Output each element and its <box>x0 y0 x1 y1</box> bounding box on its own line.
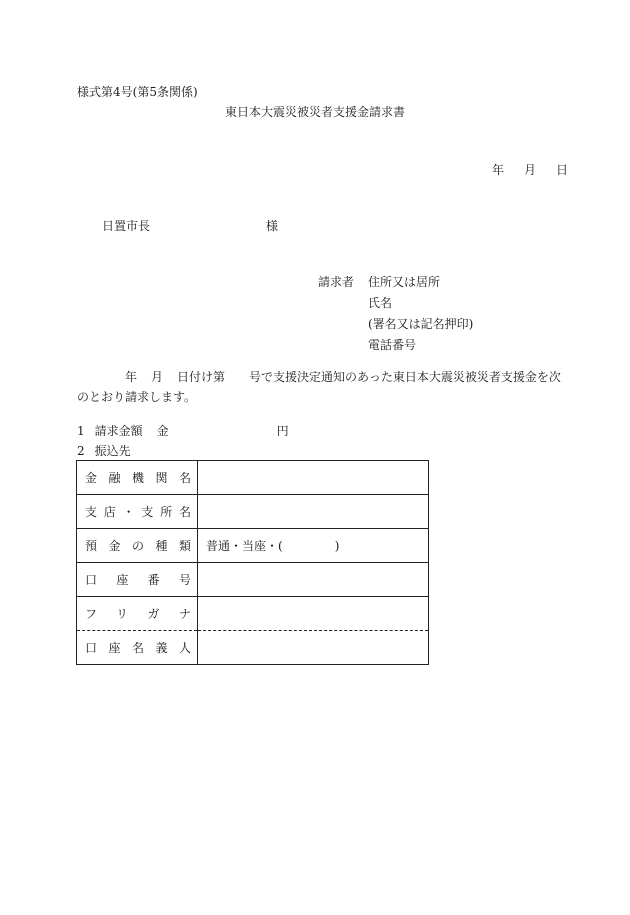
claim-amount-line <box>77 423 289 439</box>
account-type-field[interactable] <box>198 529 429 563</box>
item1-label: 請求金額 <box>94 424 143 438</box>
furigana-field[interactable] <box>198 597 429 631</box>
addressee-honorific: 様 <box>266 219 279 233</box>
table-row <box>77 461 429 495</box>
claimant-fields <box>368 274 473 358</box>
branch-name-field[interactable] <box>198 495 429 529</box>
claimant-address-label: 住所又は居所 <box>368 275 441 289</box>
form-number: 様式第4号(第5条関係) <box>77 85 198 99</box>
table-row <box>77 495 429 529</box>
addressee-name: 日置市長 <box>102 219 151 233</box>
account-type-close: ) <box>334 539 340 553</box>
account-number-label: 口座番号 <box>77 563 198 597</box>
item2-number: 2 <box>77 444 85 458</box>
body-month: 月 <box>151 370 164 384</box>
furigana-label: フリガナ <box>77 597 198 631</box>
date-day-label: 日 <box>556 163 569 177</box>
claimant-label: 請求者 <box>318 275 355 289</box>
item2-label: 振込先 <box>94 444 131 458</box>
document-title: 東日本大震災被災者支援金請求書 <box>224 105 405 119</box>
body-text: 号で支援決定通知のあった東日本大震災被災者支援金を次のとおり請求します。 <box>77 370 561 404</box>
date-year-label: 年 <box>492 163 505 177</box>
item1-prefix: 金 <box>156 424 169 438</box>
claimant-signature-note: (署名又は記名押印) <box>368 317 474 331</box>
branch-name-label: 支店・支所名 <box>77 495 198 529</box>
account-type-label: 預金の種類 <box>77 529 198 563</box>
table-row <box>77 529 429 563</box>
table-row <box>77 631 429 665</box>
date-line <box>492 162 568 178</box>
bank-name-field[interactable] <box>198 461 429 495</box>
claimant-phone-label: 電話番号 <box>368 338 417 352</box>
bank-account-table <box>76 460 429 665</box>
table-row <box>77 563 429 597</box>
transfer-destination-line <box>77 443 131 459</box>
claimant-name-label: 氏名 <box>368 296 393 310</box>
item1-number: 1 <box>77 424 85 438</box>
item1-unit: 円 <box>276 424 289 438</box>
bank-name-label: 金融機関名 <box>77 461 198 495</box>
account-holder-field[interactable] <box>198 631 429 665</box>
body-date-ref: 日付け第 <box>177 370 226 384</box>
request-body <box>77 367 572 407</box>
body-year: 年 <box>125 370 138 384</box>
table-row <box>77 597 429 631</box>
account-type-options: 普通・当座・( <box>206 539 283 553</box>
account-number-field[interactable] <box>198 563 429 597</box>
date-month-label: 月 <box>524 163 537 177</box>
account-holder-label: 口座名義人 <box>77 631 198 665</box>
